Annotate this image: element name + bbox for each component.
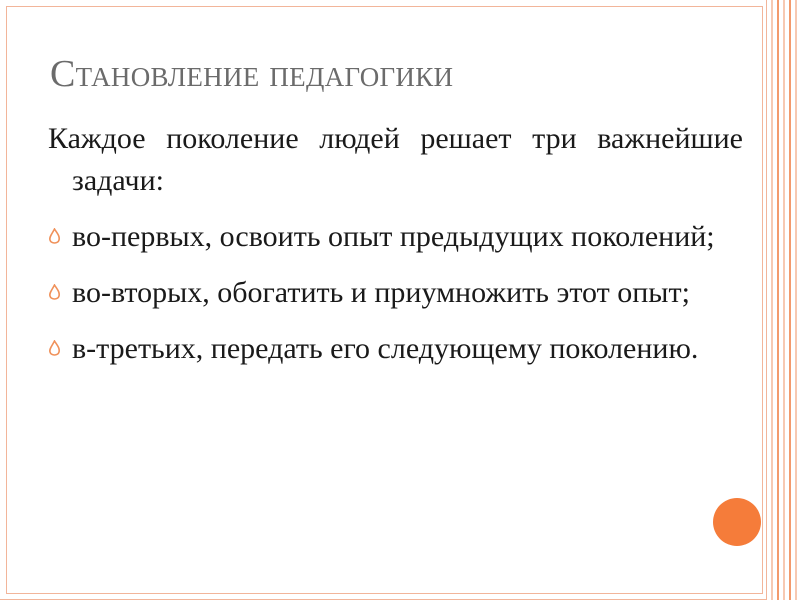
bullet-item bbox=[48, 328, 743, 370]
bullet-item bbox=[48, 216, 743, 258]
slide-title: Становление педагогики bbox=[50, 53, 454, 95]
stripe-line bbox=[783, 0, 785, 600]
bullet-item bbox=[48, 272, 743, 314]
flame-bullet-icon bbox=[48, 340, 61, 358]
bullet-text: во-первых, освоить опыт предыдущих поколений; bbox=[72, 220, 715, 253]
intro-paragraph: Каждое поколение людей решает три важнейшие задачи: bbox=[48, 122, 743, 197]
stripe-line bbox=[771, 0, 773, 600]
bullet-text: во-вторых, обогатить и приумножить этот опыт; bbox=[72, 276, 690, 309]
stripe-line bbox=[777, 0, 779, 600]
stripe-line bbox=[795, 0, 797, 600]
bullet-text: в-третьих, передать его следующему поколению. bbox=[72, 332, 699, 365]
slide-body bbox=[48, 118, 743, 384]
stripe-line bbox=[789, 0, 791, 600]
decorative-stripes bbox=[767, 0, 800, 600]
flame-bullet-icon bbox=[48, 228, 61, 246]
flame-bullet-icon bbox=[48, 284, 61, 302]
orange-circle-decoration bbox=[713, 498, 761, 546]
